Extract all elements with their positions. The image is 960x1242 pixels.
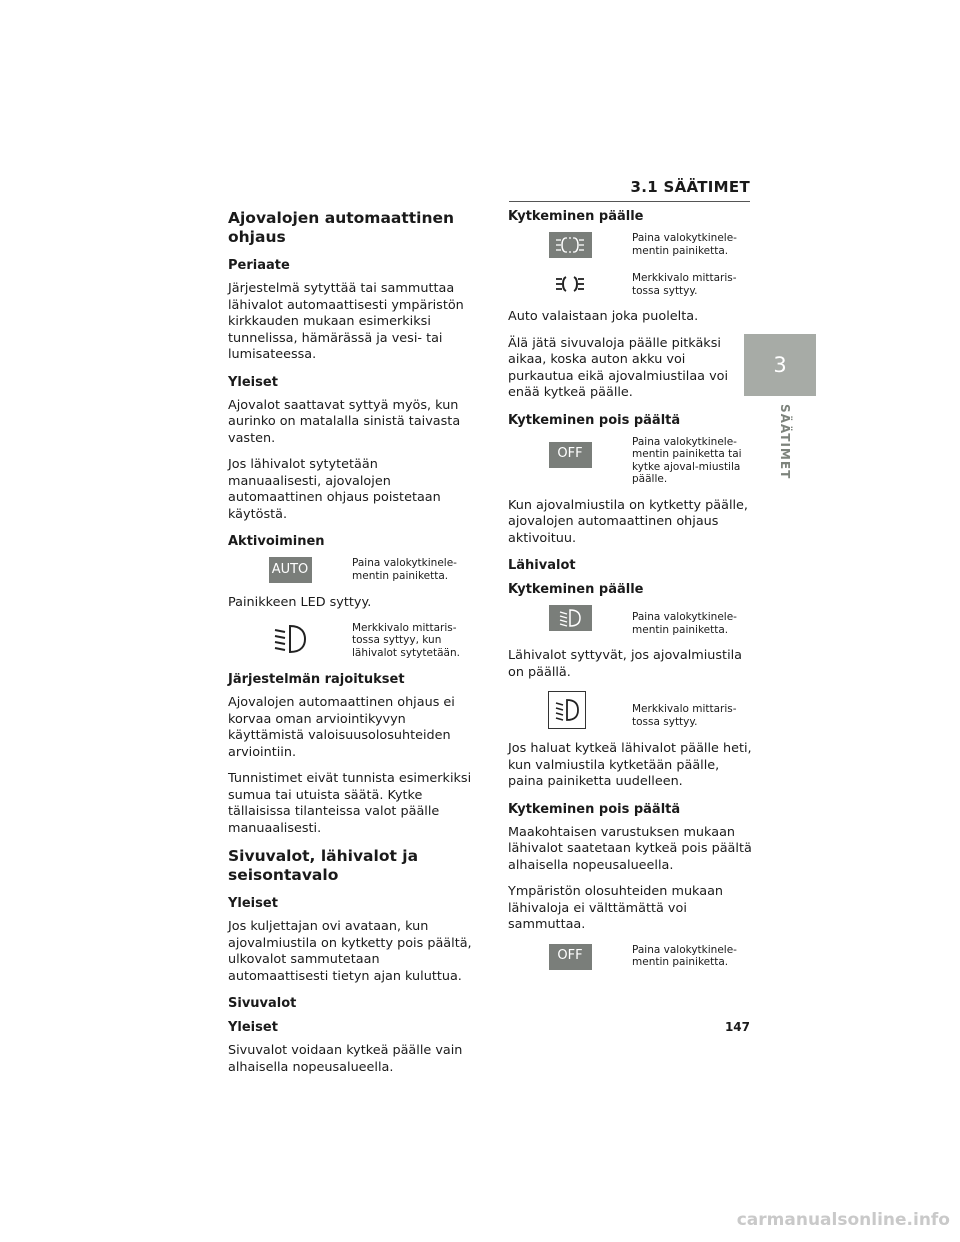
paragraph: Lähivalot syttyvät, jos ajovalmiustila on päällä. [508, 648, 743, 680]
paragraph: Jos haluat kytkeä lähivalot päälle heti, kun valmiustila kytketään päälle, paina painiketta uudelleen. [508, 741, 752, 789]
off-button-icon: OFF [549, 442, 592, 468]
side-light-indicator-icon [550, 272, 590, 296]
heading-yleiset: Yleiset [228, 1020, 278, 1035]
paragraph: Jos lähivalot sytytetään manuaalisesti, ajovalojen automaattinen ohjaus poistetaan käytöstä. [228, 457, 441, 522]
chapter-tab-label: SÄÄTIMET [778, 404, 792, 480]
paragraph: Järjestelmä sytyttää tai sammuttaa lähivalot automaattisesti ympäristön kirkkauden mukaan esimerkiksi tunnelissa, hämärässä ja vesi- tai lumisateessa. [228, 281, 464, 362]
right-column [508, 208, 753, 982]
section-title-side-lights: Sivuvalot, lähivalot ja seisontavalo [228, 847, 419, 884]
figure-low-beam-indicator [508, 691, 753, 729]
figure-low-beam-button [508, 605, 753, 636]
off-button-icon: OFF [549, 944, 592, 970]
side-light-button-icon [549, 232, 592, 258]
figure-caption: Merkkivalo mittaris-tossa syttyy. [632, 703, 737, 728]
heading-yleiset: Yleiset [228, 896, 278, 911]
section-header: 3.1 SÄÄTIMET [509, 178, 750, 202]
auto-button-icon: AUTO [269, 557, 312, 583]
paragraph: Tunnistimet eivät tunnista esimerkiksi sumua tai utuista säätä. Kytke tällaisissa tilanteissa valot päälle manuaalisesti. [228, 771, 472, 836]
heading-periaate: Periaate [228, 258, 290, 273]
figure-caption: Paina valokytkinele-mentin painiketta. [632, 943, 737, 968]
low-beam-button-icon [549, 605, 592, 631]
paragraph: Kun ajovalmiustila on kytketty päälle, ajovalojen automaattinen ohjaus aktivoituu. [508, 497, 748, 546]
chapter-tab: 3 [744, 334, 816, 396]
paragraph: Ajovalot saattavat syttyä myös, kun aurinko on matalalla sinistä taivasta vasten. [228, 397, 461, 446]
low-beam-indicator-icon [548, 691, 586, 729]
paragraph: Jos kuljettajan ovi avataan, kun ajovalmiustila on kytketty pois päältä, ulkovalot sammutetaan automaattisesti tietyn ajan kuluttua. [228, 919, 472, 984]
figure-caption: Paina valokytkinele-mentin painiketta. [632, 232, 737, 257]
figure-side-light-indicator [508, 272, 753, 297]
heading-yleiset: Yleiset [228, 374, 278, 390]
heading-kytkeminen-pois: Kytkeminen pois päältä [508, 801, 681, 817]
figure-caption: Merkkivalo mittaris-tossa syttyy. [632, 272, 737, 297]
paragraph: Ympäristön olosuhteiden mukaan lähivaloja ei välttämättä voi sammuttaa. [508, 884, 724, 932]
heading-kytkeminen-paalle: Kytkeminen päälle [508, 582, 644, 597]
paragraph: Älä jätä sivuvaloja päälle pitkäksi aikaa, koska auton akku voi purkautua eikä ajovalmiustilaa voi enää kytkeä päälle. [508, 335, 729, 400]
heading-lahivalot: Lähivalot [508, 558, 576, 573]
heading-aktivoiminen: Aktivoiminen [228, 534, 325, 549]
paragraph: Sivuvalot voidaan kytkeä päälle vain alhaisella nopeusalueella. [228, 1043, 463, 1075]
low-beam-indicator-icon [270, 622, 310, 656]
figure-caption: Merkkivalo mittaris-tossa syttyy, kun lähivalot sytytetään. [352, 621, 460, 659]
figure-caption: Paina valokytkinele-mentin painiketta. [632, 611, 737, 636]
heading-kytkeminen-pois: Kytkeminen pois päältä [508, 412, 681, 428]
figure-auto-button [228, 557, 473, 583]
paragraph: Maakohtaisen varustuksen mukaan lähivalot saatetaan kytkeä pois päältä alhaisella nopeusalueella. [508, 824, 752, 873]
figure-caption: Paina valokytkinele-mentin painiketta. [352, 557, 457, 582]
figure-off-button-2 [508, 944, 753, 970]
figure-caption: Paina valokytkinele-mentin painiketta tai kytke ajoval-miustila päälle. [632, 435, 742, 485]
figure-off-button [508, 436, 753, 486]
left-column [228, 209, 473, 1086]
paragraph: Auto valaistaan joka puolelta. [508, 309, 699, 324]
paragraph: Painikkeen LED syttyy. [228, 595, 372, 610]
figure-side-light-button [508, 232, 753, 258]
page-number: 147 [724, 1020, 750, 1034]
heading-rajoitukset: Järjestelmän rajoitukset [228, 672, 405, 687]
figure-lowbeam-indicator [228, 622, 473, 660]
section-title-auto-headlights: Ajovalojen automaattinen ohjaus [228, 209, 455, 246]
paragraph: Ajovalojen automaattinen ohjaus ei korvaa oman arviointikyvyn käyttämistä valoisuusolosuhteiden arviointiin. [228, 695, 455, 760]
heading-sivuvalot: Sivuvalot [228, 996, 297, 1011]
heading-kytkeminen-paalle: Kytkeminen päälle [508, 209, 644, 224]
watermark: carmanualsonline.info [736, 1210, 950, 1230]
